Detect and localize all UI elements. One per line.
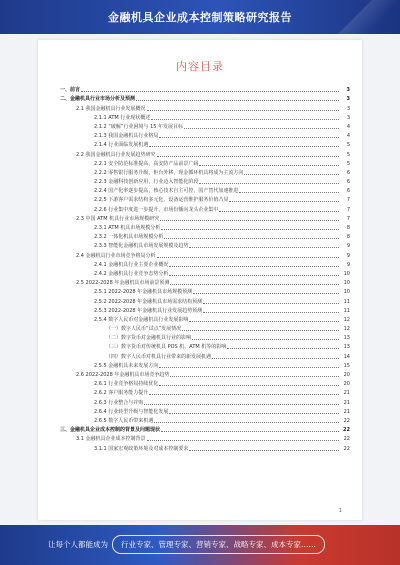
toc-leader-dots (160, 220, 339, 221)
toc-entry-label: 2.4.2 金融机具行业竞争态势分析 (94, 270, 169, 277)
toc-entry-page: 8 (346, 234, 350, 241)
toc-entry[interactable] (60, 396, 350, 405)
toc-leader-dots (229, 201, 339, 202)
toc-entry-page: 21 (343, 390, 350, 397)
toc-entry-page: 7 (346, 215, 350, 222)
toc-entry-page: 11 (343, 298, 350, 305)
toc-entry-label: 2.2.2 零售银行服务升级，柜台外移，现金循环机具将成为主流方向 (94, 169, 244, 176)
document-page (38, 40, 362, 520)
report-title: 金融机具企业成本控制策略研究报告 (108, 11, 292, 24)
toc-entry-page: 5 (346, 142, 350, 149)
toc-entry-label: 2.2.6 行业集中度进一步提升，市场份额向龙头企业集中 (94, 206, 219, 213)
toc-leader-dots (136, 100, 339, 101)
toc-entry-label: 3.1.1 国家宏观政策环境及对成本控制要求 (94, 445, 189, 452)
toc-leader-dots (159, 367, 339, 368)
toc-entry-label: 2.4 金融机具行业市场竞争格局分析 (76, 252, 156, 259)
toc-leader-dots (203, 303, 339, 304)
toc-leader-dots (169, 275, 339, 276)
toc-entry-label: 2.1.3 我国金融机具行业格局 (94, 133, 159, 140)
toc-entry[interactable] (60, 203, 350, 212)
toc-entry-label: 2.5.5 金融机具未来发展方向 (94, 362, 159, 369)
toc-entry[interactable] (60, 323, 350, 332)
toc-leader-dots (189, 321, 339, 322)
toc-entry-label: 2.5.2 2022-2028 年金融机具市场需求结构预测 (94, 298, 203, 305)
toc-entry-page: 21 (343, 399, 350, 406)
toc-entry-page: 14 (343, 353, 350, 360)
toc-entry[interactable] (60, 240, 350, 249)
toc-leader-dots (157, 156, 339, 157)
footer-bar (0, 525, 400, 565)
toc-entry[interactable] (60, 112, 350, 121)
toc-entry-label: 2.2 我国金融机具行业发展趋势研究 (76, 151, 156, 158)
toc-entry-label: 2.3.2 一体化机具市场规模分析 (94, 234, 164, 241)
toc-entry-page: 8 (346, 225, 350, 231)
toc-entry-page: 12 (343, 316, 350, 323)
toc-title: 内容目录 (176, 60, 224, 73)
toc-entry[interactable] (60, 286, 350, 295)
toc-entry-label: 2.5.1 2022-2028 年金融机具市场规模预测 (94, 289, 193, 296)
toc-leader-dots (149, 394, 339, 395)
toc-entry[interactable] (60, 176, 350, 185)
toc-entry-page: 11 (343, 307, 350, 314)
toc-entry[interactable] (60, 102, 350, 111)
toc-entry-label: （二）数字货币对金融机具行业的影响 (106, 335, 192, 342)
toc-leader-dots (189, 450, 339, 451)
toc-leader-dots (199, 165, 339, 166)
toc-entry[interactable] (60, 332, 350, 341)
toc-leader-dots (81, 91, 339, 92)
toc-entry-label: 2.6.1 行业竞争格局持续优化 (94, 381, 159, 388)
toc-entry-label: 2.5 2022-2028 年金融机具市场前景预测 (76, 280, 170, 287)
toc-leader-dots (149, 146, 339, 147)
toc-entry-label: 2.2.5 下游客户需求结构多元化，设备运营维护服务价值凸显 (94, 197, 229, 204)
toc-leader-dots (170, 376, 339, 377)
toc-leader-dots (212, 358, 339, 359)
toc-leader-dots (169, 413, 339, 414)
toc-leader-dots (169, 266, 339, 267)
toc-entry[interactable] (60, 158, 350, 167)
toc-leader-dots (244, 174, 339, 175)
toc-entry[interactable] (60, 167, 350, 176)
toc-leader-dots (154, 422, 339, 423)
toc-entry-page: 12 (343, 326, 350, 333)
table-of-contents (60, 84, 350, 452)
toc-leader-dots (189, 247, 339, 248)
toc-entry[interactable] (60, 130, 350, 139)
toc-leader-dots (170, 284, 339, 285)
toc-entry-page: 5 (346, 160, 350, 167)
toc-entry-page: 6 (346, 188, 350, 195)
toc-entry[interactable] (60, 360, 350, 369)
toc-entry-label: （一）数字人民币“试点”发展情况 (106, 326, 182, 333)
toc-entry-page: 22 (343, 436, 350, 443)
toc-leader-dots (227, 348, 339, 349)
toc-entry[interactable] (60, 139, 350, 148)
footer-roles-pill: 行业专家、管理专家、营销专家、战略专家、成本专家…… (112, 535, 325, 554)
toc-leader-dots (219, 211, 339, 212)
toc-entry[interactable] (60, 121, 350, 130)
toc-entry-page: 22 (343, 427, 350, 434)
toc-entry[interactable] (60, 222, 350, 231)
toc-entry-label: 2.1.2 “破解”行业困境与 15 年发展目标 (94, 123, 184, 130)
toc-entry[interactable] (60, 213, 350, 222)
toc-leader-dots (147, 110, 339, 111)
toc-entry-page: 10 (343, 280, 350, 287)
toc-leader-dots (182, 330, 339, 331)
toc-leader-dots (184, 128, 339, 129)
toc-entry[interactable] (60, 387, 350, 396)
toc-entry-page: 21 (343, 408, 350, 415)
toc-entry[interactable] (60, 424, 350, 433)
toc-entry-label: 2.3.1 ATM 机具市场规模分析 (94, 225, 161, 231)
toc-leader-dots (159, 385, 339, 386)
toc-entry-page: 20 (343, 381, 350, 388)
toc-entry-page: 15 (343, 362, 350, 369)
toc-entry[interactable] (60, 249, 350, 258)
toc-entry[interactable] (60, 148, 350, 157)
toc-entry-label: 2.6.2 客户服务能力提升 (94, 390, 149, 397)
toc-entry[interactable] (60, 84, 350, 93)
toc-entry-label: 2.1 我国金融机具行业发展概况 (76, 105, 146, 112)
toc-leader-dots (239, 192, 339, 193)
toc-entry-label: 2.2.3 金融科技创新应用，行业迈入智能化阶段 (94, 179, 199, 186)
toc-entry-page: 6 (346, 179, 350, 186)
toc-entry-page: 4 (346, 133, 350, 140)
toc-entry[interactable] (60, 268, 350, 277)
toc-entry[interactable] (60, 185, 350, 194)
toc-entry[interactable] (60, 406, 350, 415)
toc-entry-page: 3 (346, 114, 350, 121)
toc-entry[interactable] (60, 305, 350, 314)
toc-entry[interactable] (60, 194, 350, 203)
toc-leader-dots (192, 339, 339, 340)
toc-entry-label: 3.1 金融机具企业成本控制背景 (76, 436, 146, 443)
toc-entry[interactable] (60, 433, 350, 442)
toc-leader-dots (161, 431, 339, 432)
toc-entry-page: 3 (346, 87, 350, 94)
toc-entry-page: 5 (346, 151, 350, 158)
toc-leader-dots (144, 404, 339, 405)
toc-entry-page: 3 (346, 105, 350, 112)
toc-entry[interactable] (60, 93, 350, 102)
toc-entry[interactable] (60, 295, 350, 304)
toc-entry-label: 2.2.4 国产化率逐步提高，核心技术自主可控，国产替代加速推进 (94, 188, 239, 195)
toc-entry-page: 9 (346, 261, 350, 268)
toc-entry[interactable] (60, 314, 350, 323)
toc-entry-label: （三）数字货币对传统机具 POS 机、ATM 机等的影响 (106, 344, 227, 351)
toc-entry-page: 3 (346, 96, 350, 103)
toc-entry-page: 9 (346, 252, 350, 259)
toc-entry-label: 一、前言 (60, 87, 81, 94)
page-number: 1 (338, 508, 342, 514)
toc-entry-page: 7 (346, 206, 350, 213)
toc-leader-dots (147, 440, 339, 441)
toc-entry-label: 二、金融机具行业市场分析及预测 (60, 96, 136, 103)
toc-entry-page: 10 (343, 289, 350, 296)
toc-entry[interactable] (60, 231, 350, 240)
toc-entry-page: 22 (343, 417, 350, 424)
toc-entry[interactable] (60, 378, 350, 387)
toc-entry[interactable] (60, 259, 350, 268)
toc-entry-label: 2.1.4 行业面临发展机遇 (94, 142, 149, 149)
toc-entry-label: 2.2.1 安全防范标准提高，高安防产品前景广阔 (94, 160, 199, 167)
toc-leader-dots (159, 137, 339, 138)
toc-leader-dots (203, 312, 339, 313)
toc-entry-page: 22 (343, 445, 350, 452)
toc-leader-dots (199, 183, 339, 184)
toc-entry-label: 2.5.4 数字人民币对金融机具行业发展影响 (94, 316, 189, 323)
toc-entry[interactable] (60, 415, 350, 424)
toc-entry-label: 2.3 中国 ATM 机具行业市场规模研究 (76, 215, 160, 222)
toc-entry[interactable] (60, 341, 350, 350)
toc-leader-dots (157, 257, 339, 258)
toc-leader-dots (151, 119, 339, 120)
toc-entry-label: 2.4.1 金融机具行业主要企业概况 (94, 261, 169, 268)
toc-entry-page: 20 (343, 372, 350, 378)
toc-entry-page: 6 (346, 169, 350, 176)
toc-entry[interactable] (60, 277, 350, 286)
toc-entry-label: 三、金融机具企业成本控制的背景及问题现状 (60, 427, 161, 434)
toc-entry-page: 13 (343, 335, 350, 342)
toc-entry-label: 2.3.3 智能化金融机具市场发展规模及趋势 (94, 243, 189, 250)
toc-leader-dots (164, 238, 339, 239)
toc-entry-label: （四）数字人民币对机具行业带来的新发展机遇 (106, 353, 212, 360)
header-bar (0, 0, 400, 34)
toc-entry-label: 2.1.1 ATM 行业现状概述 (94, 114, 151, 121)
toc-leader-dots (193, 293, 339, 294)
toc-entry-label: 2.6 2022-2028 年金融机具市场竞争趋势 (76, 372, 170, 378)
toc-entry-page: 7 (346, 197, 350, 204)
toc-entry-label: 2.6.3 行业整合与并购 (94, 399, 144, 406)
toc-entry-label: 2.6.4 行业转型升级与智能化发展 (94, 408, 169, 415)
toc-leader-dots (161, 229, 339, 230)
footer-slogan: 让每个人都能成为 (48, 540, 108, 549)
toc-entry-page: 9 (346, 243, 350, 250)
toc-entry-label: 2.5.3 2022-2028 年金融机具行业发展趋势预测 (94, 307, 203, 314)
toc-entry[interactable] (60, 369, 350, 378)
toc-entry[interactable] (60, 442, 350, 451)
toc-entry-page: 13 (343, 344, 350, 351)
toc-entry-page: 10 (343, 270, 350, 277)
toc-entry-page: 4 (346, 123, 350, 130)
toc-entry-label: 2.6.5 数字人民币带来机遇 (94, 417, 154, 424)
toc-entry[interactable] (60, 350, 350, 359)
